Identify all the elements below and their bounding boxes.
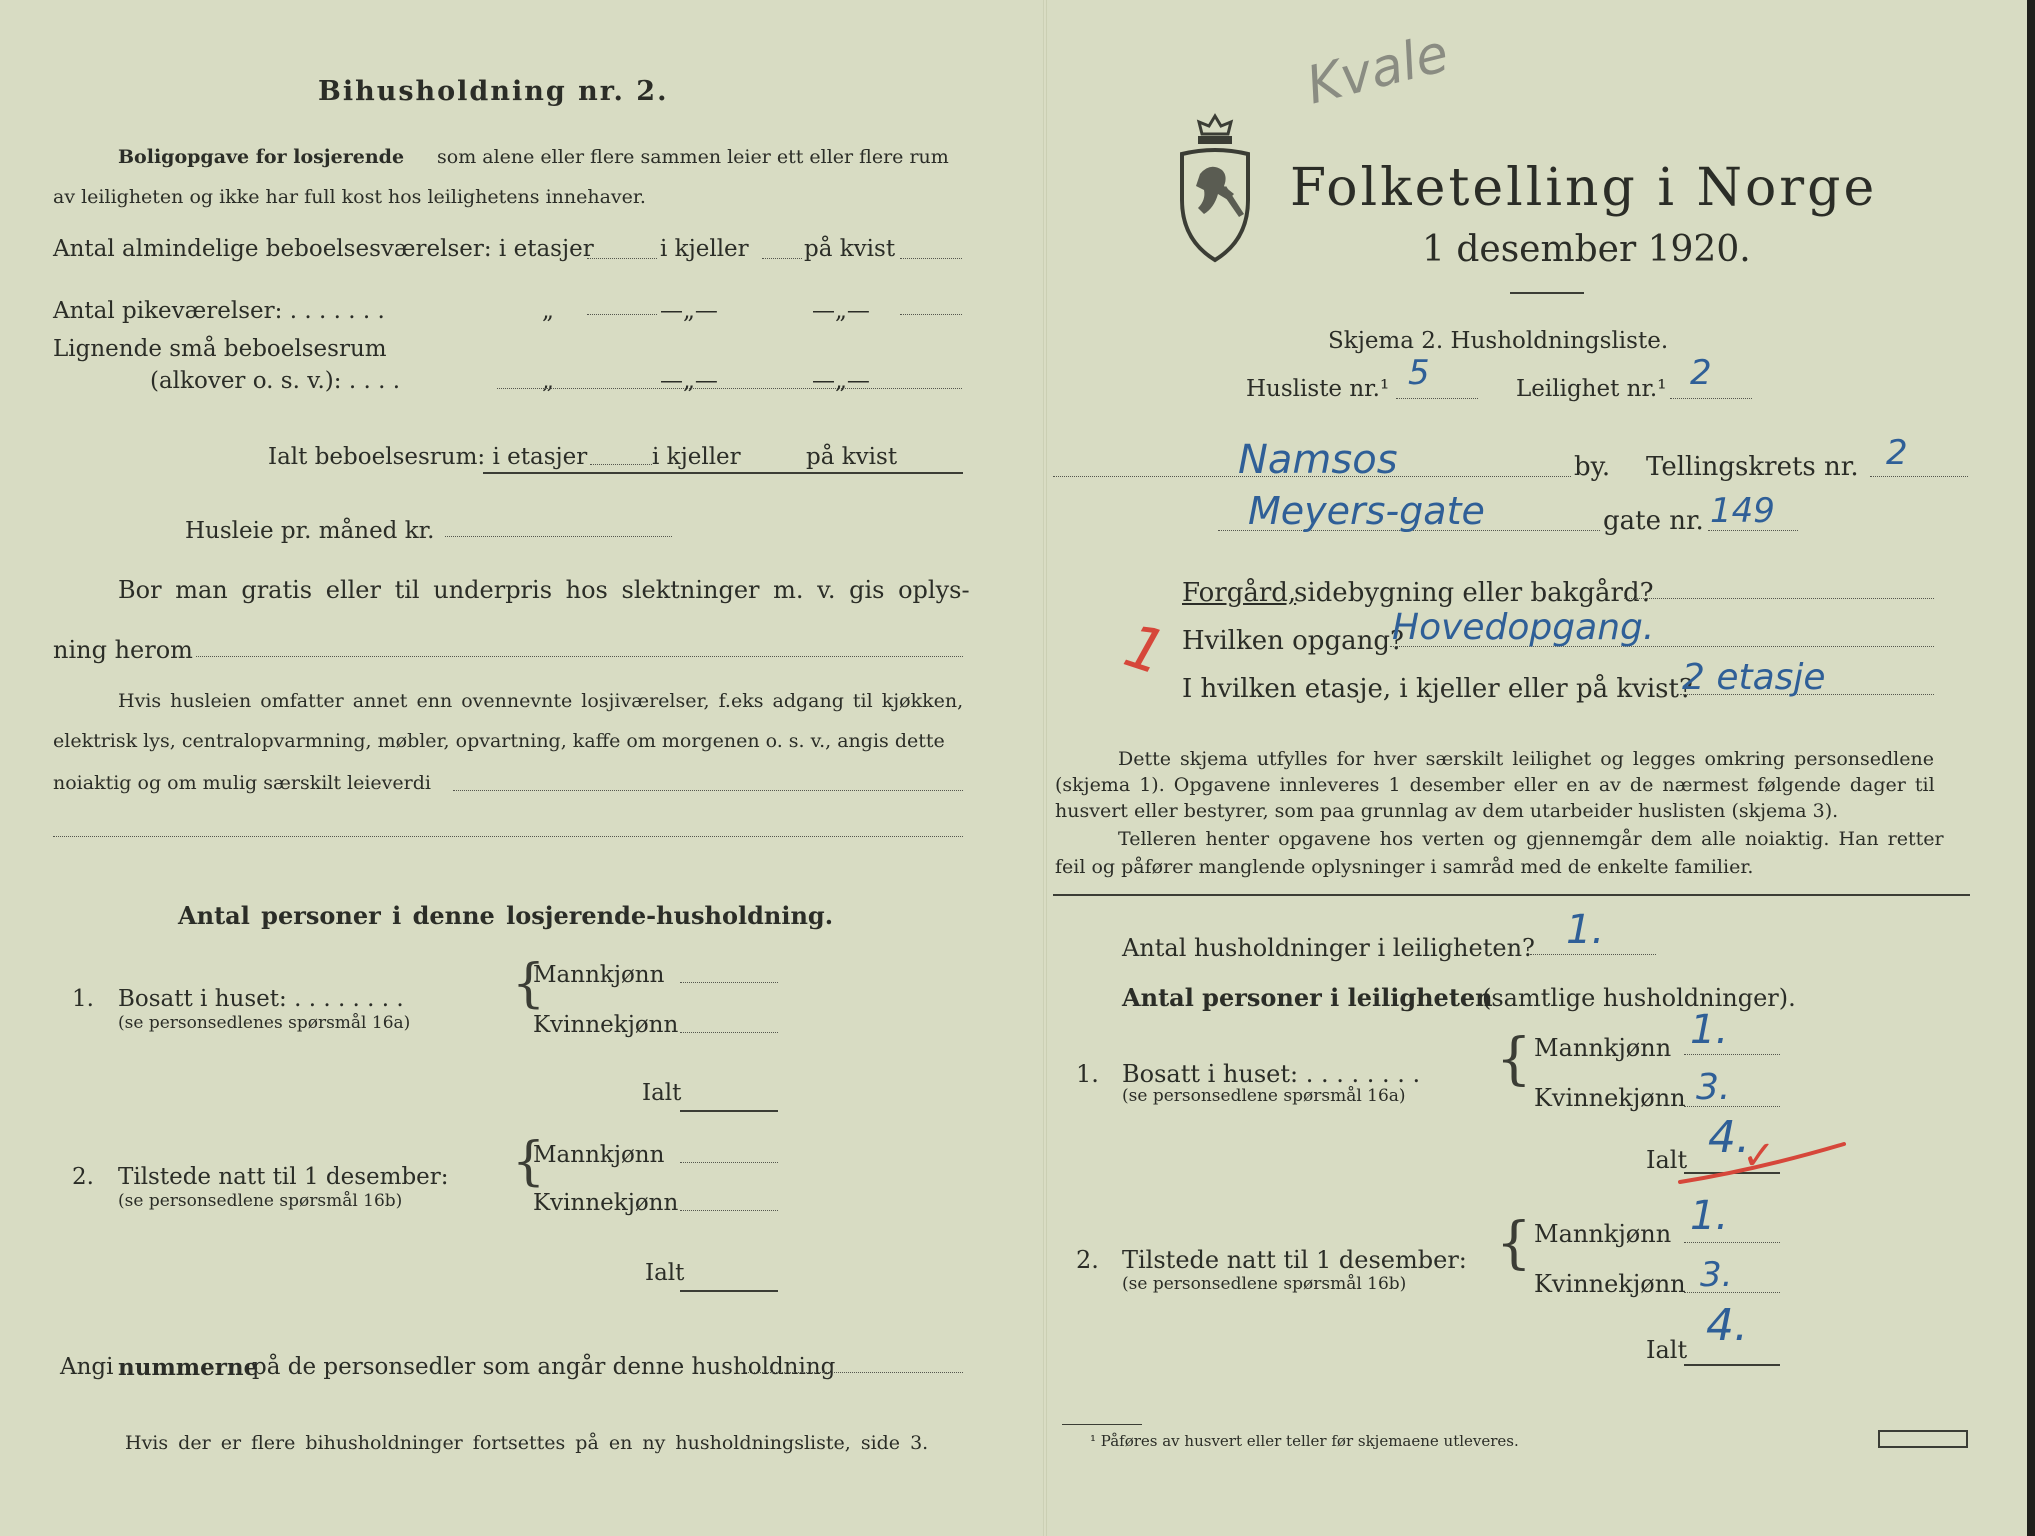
left-q1-male: Mannkjønn [533, 962, 665, 988]
instr-line1: Dette skjema utfylles for hver særskilt leilighet og legges omkring personsedlene [1118, 748, 1934, 770]
rooms-kjeller-field[interactable] [762, 258, 802, 259]
right-q2-male: Mannkjønn [1534, 1220, 1672, 1248]
small-rooms-1: Lignende små beboelsesrum [53, 336, 387, 362]
left-q2-brace: { [512, 1132, 546, 1192]
numbers-bold: nummerne [118, 1354, 259, 1381]
rooms-label: Antal almindelige beboelsesværelser: i etasjer [53, 236, 594, 262]
intro-bold: Boligopgave for losjerende [118, 146, 405, 168]
left-title: Bihusholdning nr. 2. [318, 76, 669, 107]
extra-line3: noiaktig og om mulig særskilt leieverdi [53, 772, 431, 794]
town-value: Namsos [1238, 437, 1398, 483]
right-q2-num: 2. [1076, 1246, 1099, 1274]
right-q1-male: Mannkjønn [1534, 1034, 1672, 1062]
opgang-label: Hvilken opgang? [1182, 626, 1404, 656]
left-q1-total: Ialt [642, 1080, 682, 1106]
left-q2-male-field[interactable] [680, 1162, 778, 1163]
left-q2-label: Tilstede natt til 1 desember: [118, 1164, 449, 1190]
gate-nr-value: 149 [1710, 491, 1775, 531]
pike-ditto-2: —„— [660, 298, 718, 324]
husliste-value: 5 [1408, 353, 1430, 393]
instr-line4: Telleren henter opgavene hos verten og gjennemgår dem alle noiaktig. Han retter [1118, 828, 1944, 850]
left-q1-female: Kvinnekjønn [533, 1012, 679, 1038]
etasje-label: I hvilken etasje, i kjeller eller på kvist? [1182, 674, 1693, 704]
rent-field[interactable] [445, 536, 672, 537]
page-fold [1043, 0, 1047, 1536]
left-footer: Hvis der er flere bihusholdninger fortsettes på en ny husholdningsliste, side 3. [125, 1432, 929, 1454]
small-ditto-2: —„— [660, 368, 718, 394]
extra-line2: elektrisk lys, centralopvarmning, møbler, opvartning, kaffe om morgenen o. s. v., angis dette [53, 730, 945, 752]
small-rooms-2: (alkover o. s. v.): . . . . [150, 368, 401, 394]
free-line1: Bor man gratis eller til underpris hos slektninger m. v. gis oplys- [118, 576, 970, 604]
schema-label: Skjema 2. Husholdningsliste. [1328, 328, 1669, 354]
right-q2-female: Kvinnekjønn [1534, 1270, 1686, 1298]
forgard-rest: sidebygning eller bakgård? [1294, 578, 1654, 608]
left-q2-female-field[interactable] [680, 1210, 778, 1211]
left-q2-total: Ialt [645, 1260, 685, 1286]
left-q1-num: 1. [72, 986, 94, 1012]
rooms-kvist-field[interactable] [900, 258, 962, 259]
right-q1-female-value: 3. [1696, 1067, 1731, 1108]
small-ditto-1: „ [542, 368, 554, 394]
right-q2-brace: { [1496, 1211, 1532, 1276]
by-label: by. [1574, 452, 1611, 482]
free-field[interactable] [196, 656, 963, 657]
extra-field-1[interactable] [453, 790, 963, 791]
rooms-kvist: på kvist [804, 236, 896, 262]
right-q2-male-field[interactable] [1684, 1242, 1780, 1243]
persons-bold: Antal personer i leiligheten [1122, 983, 1493, 1012]
right-q1-brace: { [1496, 1027, 1532, 1092]
hh-count-field[interactable] [1530, 954, 1656, 955]
right-q1-note: (se personsedlene spørsmål 16a) [1122, 1086, 1406, 1106]
right-q2-female-value: 3. [1700, 1255, 1733, 1295]
coat-of-arms-icon [1172, 112, 1258, 264]
total-kvist: på kvist [806, 444, 898, 470]
right-q1-label: Bosatt i huset: . . . . . . . . [1122, 1060, 1421, 1088]
right-q2-label: Tilstede natt til 1 desember: [1122, 1246, 1467, 1274]
right-q1-num: 1. [1076, 1060, 1099, 1088]
gate-nr-label: gate nr. [1603, 506, 1704, 536]
etasje-value: 2 etasje [1682, 657, 1826, 698]
leilighet-label: Leilighet nr.¹ [1516, 376, 1667, 402]
husliste-label: Husliste nr.¹ [1246, 376, 1390, 402]
right-q2-female-field[interactable] [1684, 1292, 1780, 1293]
right-q1-male-field[interactable] [1684, 1054, 1780, 1055]
krets-field[interactable] [1870, 476, 1968, 477]
total-kjeller: i kjeller [652, 444, 741, 470]
footnote-rule [1062, 1424, 1142, 1425]
signature: Kvale [1300, 23, 1455, 117]
husliste-field[interactable] [1396, 398, 1478, 399]
left-q2-female: Kvinnekjønn [533, 1190, 679, 1216]
pike-label: Antal pikeværelser: . . . . . . . [53, 298, 385, 324]
hh-count-value: 1. [1566, 907, 1605, 953]
krets-value: 2 [1886, 433, 1908, 473]
forgard-field[interactable] [1624, 598, 1934, 599]
left-q1-female-field[interactable] [680, 1032, 778, 1033]
street-value: Meyers-gate [1248, 489, 1485, 533]
pike-field-3[interactable] [900, 314, 962, 315]
numbers-rest: på de personsedler som angår denne husholdning [252, 1354, 836, 1380]
red-strike-icon [1676, 1133, 1848, 1188]
total-rooms-underline [483, 472, 963, 474]
right-q2-total-value: 4. [1706, 1300, 1748, 1351]
right-q2-male-value: 1. [1690, 1193, 1729, 1239]
small-rooms-field[interactable] [497, 388, 962, 389]
left-q1-brace: { [512, 954, 546, 1014]
intro-line2: av leiligheten og ikke har full kost hos leilighetens innehaver. [53, 186, 646, 208]
intro-rest: som alene eller flere sammen leier ett eller flere rum [437, 146, 949, 168]
extra-line1: Hvis husleien omfatter annet enn ovennevnte losjiværelser, f.eks adgang til kjøkken, [118, 690, 964, 712]
leilighet-value: 2 [1690, 353, 1712, 393]
right-q1-total: Ialt [1646, 1146, 1688, 1174]
left-q1-male-field[interactable] [680, 982, 778, 983]
total-etasjer-field[interactable] [590, 464, 652, 465]
pike-ditto-1: „ [542, 298, 554, 324]
date-rule [1510, 292, 1584, 294]
instr-line2: (skjema 1). Opgavene innleveres 1 desember eller en av de nærmest følgende dager til [1055, 774, 1935, 796]
hh-count-label: Antal husholdninger i leiligheten? [1122, 934, 1535, 962]
persons-rest: (samtlige husholdninger). [1482, 984, 1796, 1012]
right-date: 1 desember 1920. [1422, 229, 1751, 270]
leilighet-field[interactable] [1670, 398, 1752, 399]
pike-field-1[interactable] [587, 314, 657, 315]
krets-label: Tellingskrets nr. [1646, 452, 1859, 482]
right-footnote: ¹ Påføres av husvert eller teller før skjemaene utleveres. [1090, 1432, 1519, 1450]
numbers-pre: Angi [60, 1354, 114, 1380]
red-mark-one: 1 [1116, 610, 1175, 690]
forgard-label: Forgård, [1182, 578, 1297, 608]
persons-heading: Antal personer i denne losjerende-husholdning. [178, 901, 834, 930]
rent-label: Husleie pr. måned kr. [185, 518, 435, 544]
right-q2-total-field[interactable] [1684, 1364, 1780, 1366]
right-q2-total: Ialt [1646, 1336, 1688, 1364]
right-q1-female: Kvinnekjønn [1534, 1084, 1686, 1112]
left-q1-total-field[interactable] [680, 1110, 778, 1112]
sheet-edge [2027, 0, 2035, 1536]
printer-stamp [1878, 1430, 1968, 1448]
instr-line3: husvert eller bestyrer, som paa grunnlag av dem utarbeider huslisten (skjema 3). [1055, 800, 1839, 822]
left-q2-total-field[interactable] [680, 1290, 778, 1292]
right-title: Folketelling i Norge [1290, 158, 1878, 218]
total-rooms-label: Ialt beboelsesrum: i etasjer [268, 444, 588, 470]
red-checkmark: ✓ [1742, 1133, 1776, 1179]
left-q1-label: Bosatt i huset: . . . . . . . . [118, 986, 404, 1012]
instructions-rule [1053, 894, 1970, 896]
left-q2-num: 2. [72, 1164, 94, 1190]
extra-field-2[interactable] [53, 836, 963, 837]
right-q1-total-value: 4. [1708, 1112, 1750, 1163]
right-q1-male-value: 1. [1690, 1007, 1729, 1053]
right-q2-note: (se personsedlene spørsmål 16b) [1122, 1274, 1407, 1294]
small-ditto-3: —„— [812, 368, 870, 394]
left-q1-note: (se personsedlenes spørsmål 16a) [118, 1013, 411, 1033]
free-line2: ning herom [53, 636, 193, 664]
instr-line5: feil og påfører manglende oplysninger i samråd med de enkelte familier. [1055, 856, 1754, 878]
left-q2-male: Mannkjønn [533, 1142, 665, 1168]
left-q2-note: (se personsedlene spørsmål 16b) [118, 1191, 403, 1211]
rooms-kjeller: i kjeller [660, 236, 749, 262]
rooms-etasjer-field[interactable] [587, 258, 657, 259]
opgang-value: Hovedopgang. [1392, 607, 1655, 648]
pike-ditto-3: —„— [812, 298, 870, 324]
numbers-field[interactable] [745, 1372, 963, 1373]
